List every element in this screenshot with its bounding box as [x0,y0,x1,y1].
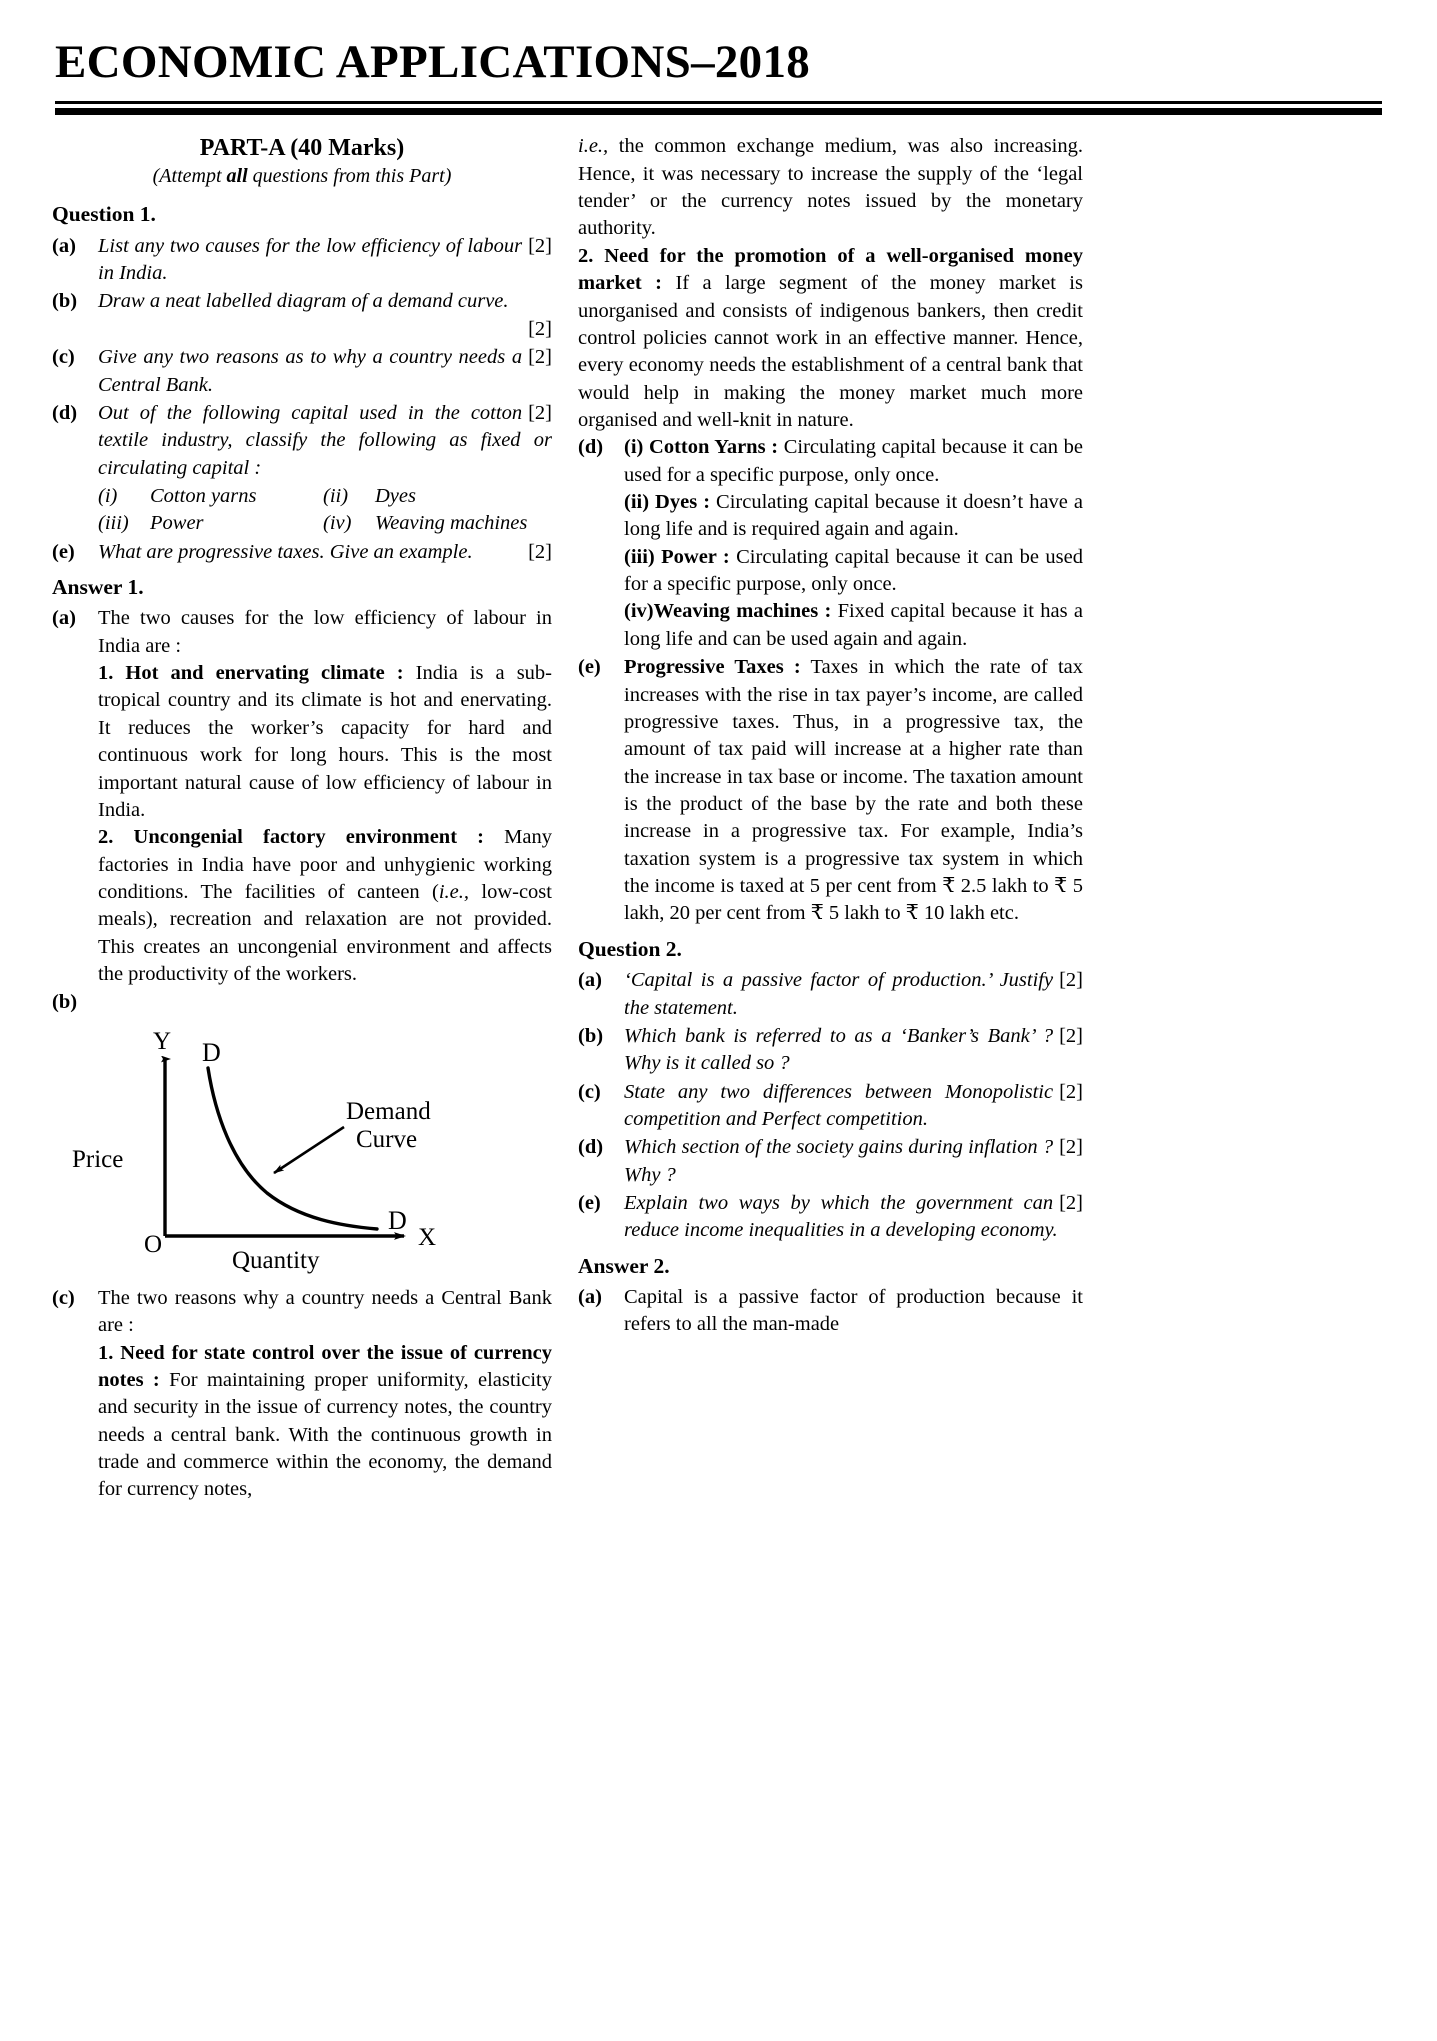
annotation-label-line1: Demand [346,1097,431,1125]
answer-e-title: Progressive Taxes : [624,656,801,679]
page-title: ECONOMIC APPLICATIONS–2018 [55,36,811,88]
item-label: (a) [52,607,76,630]
marks-badge: [2] [1059,1024,1083,1047]
question-1-item-c [52,344,552,399]
marks-badge: [2] [1059,1192,1083,1215]
point-2-italic: i.e., [438,881,470,903]
sublist-cell [323,510,552,537]
demand-curve-path [208,1068,377,1229]
item-label: (d) [578,436,604,459]
answer-lead-text: The two reasons why a country needs a Central Bank are : [98,1286,552,1337]
point-1-text: India is a sub-tropical country and its climate is hot and enervating. It reduces the worker’s capacity for hard and continuous work for long hours. This is the most important natural cause of low efficiency of labour in India. [98,662,553,821]
marks-badge: [2] [528,540,552,563]
sub-iv-text: Fixed capital because it has a long life and can be used again and again. [624,600,1083,650]
item-label: (e) [52,540,75,563]
item-text: Out of the following capital used in the cotton textile industry, classify the following as fixed or circulating capital : [98,401,552,479]
answer-point-1 [98,660,552,824]
answer-d-sub-iv [624,598,1083,653]
sublist-numeral: (iv) [323,512,352,535]
answer-1-item-c [52,1285,552,1504]
item-text: Draw a neat labelled diagram of a demand curve. [98,290,509,313]
item-text: Explain two ways by which the government can reduce income inequalities in a developing economy. [624,1192,1058,1242]
question-2-heading: Question 2. [578,936,682,961]
item-label: (c) [52,1286,75,1309]
sublist-cell [98,483,323,510]
marks-badge: [2] [1059,1136,1083,1159]
demand-curve-diagram [52,1021,552,1283]
price-axis-label: Price [72,1145,124,1173]
instruction-post: questions from this Part) [247,165,452,188]
sublist-text: Weaving machines [375,512,528,535]
point-1-text-part-2: the common exchange medium, was also increasing. Hence, it was necessary to increase the supply of the ‘legal tender’ or the currency notes issued by the monetary authority. [578,135,1083,240]
sub-iii-text: Circulating capital because it can be used for a specific purpose, only once. [624,545,1083,596]
item-text-wrap [98,605,552,988]
answer-e-text: Taxes in which the rate of tax increases with the rise in tax payer’s income, are called progressive taxes. Thus, in a progressive tax, the amount of tax paid will increase at a higher rate than the increase in tax base or income. The taxation amount is the product of the base by the rate and both these increase in a progressive tax. For example, India’s taxation system is a progressive tax system in which the income is taxed at 5 per cent from ₹ 2.5 lakh to ₹ 5 lakh, 20 per cent from ₹ 5 lakh to ₹ 10 lakh etc. [624,656,1084,925]
x-axis-label: X [418,1223,437,1251]
item-text-wrap [98,539,552,566]
sublist-text: Power [150,512,204,535]
answer-2-a-text: Capital is a passive factor of production because it refers to all the man-made [624,1286,1083,1336]
item-text: List any two causes for the low efficiency of labour in India. [98,234,523,285]
point-2-title: 2. Need for the promotion of a well-organised money market : [578,244,1083,295]
demand-curve-svg [52,1021,532,1283]
item-text-wrap [98,344,552,399]
sublist-row [98,510,552,537]
answer-1-item-d [578,434,1083,653]
sublist-cell [98,510,323,537]
question-1-item-e [52,539,552,566]
point-2-text: If a large segment of the money market is unorganised and consists of indigenous bankers, then credit control policies cannot work in an effective manner. Hence, every economy needs the establishment of a central bank that would help in making the money market much more organised and well-knit in nature. [578,272,1083,431]
question-2-item-b [578,1023,1083,1078]
item-text: What are progressive taxes. Give an example. [98,540,473,563]
answer-d-sub-iii [624,544,1083,599]
sublist-numeral: (i) [98,484,118,507]
item-label: (e) [578,1192,601,1215]
left-column [52,133,552,1504]
item-text-wrap [98,400,552,482]
answer-lead-text: The two causes for the low efficiency of labour in India are : [98,607,552,657]
marks-badge: [2] [528,234,552,257]
marks-badge: [2] [1059,1080,1083,1103]
two-column-body [0,115,1437,1504]
item-label: (b) [578,1024,604,1047]
answer-1-item-e [578,654,1083,928]
item-label: (a) [578,1286,602,1309]
sublist-cell [323,483,552,510]
item-text-wrap [624,967,1083,1022]
divider-thick-line [55,108,1382,115]
item-label: (b) [52,991,78,1014]
item-text-wrap [624,434,1083,653]
answer-d-sub-ii [624,489,1083,544]
item-label: (d) [52,401,78,424]
part-heading: PART-A (40 Marks) [199,135,405,162]
sublist-numeral: (ii) [323,484,349,507]
title-block [0,0,1437,115]
question-1-sublist-wrap [52,483,552,538]
item-label: (e) [578,656,601,679]
item-text-wrap [98,288,552,343]
point-2-title: 2. Uncongenial factory environment : [98,826,485,849]
annotation-arrow [274,1127,344,1173]
origin-label: O [144,1230,163,1258]
answer-2-item-a [578,1284,1083,1339]
instruction-bold: all [226,165,248,188]
sublist-text: Dyes [375,484,416,507]
item-label: (c) [52,346,75,369]
item-label: (c) [578,1080,601,1103]
point-1-title: 1. Need for state control over the issue of currency notes : [98,1341,552,1391]
item-text-wrap [624,654,1083,928]
item-text: ‘Capital is a passive factor of production.’ Justify the statement. [624,969,1054,1019]
question-1-item-a [52,233,552,288]
sublist-numeral: (iii) [98,512,129,535]
answer-point-1 [98,1340,552,1504]
answer-1-item-b [52,989,552,1016]
quantity-axis-label: Quantity [232,1246,320,1274]
answer-1-c-point-1-continued [578,133,1083,242]
sub-i-text: Circulating capital because it can be used for a specific purpose, only once. [624,436,1083,486]
question-2-item-e [578,1190,1083,1245]
curve-top-label: D [202,1037,221,1067]
item-text-wrap [624,1190,1083,1245]
part-instruction [52,165,552,188]
item-text-wrap [624,1079,1083,1134]
question-2-item-a [578,967,1083,1022]
point-1-italic: i.e., [578,135,609,158]
question-1-item-d [52,400,552,482]
item-text-wrap [624,1284,1083,1339]
sub-iv-title: (iv)Weaving machines : [624,600,832,623]
marks-badge: [2] [528,346,552,369]
instruction-pre: (Attempt [152,165,227,188]
title-divider [55,101,1382,115]
sub-ii-title: (ii) Dyes : [624,491,711,514]
item-text: Give any two reasons as to why a country needs a Central Bank. [98,346,523,396]
marks-badge: [2] [528,317,552,340]
sublist-text: Cotton yarns [150,484,257,507]
item-text-wrap [624,1023,1083,1078]
right-column [578,133,1083,1504]
sub-iii-title: (iii) Power : [624,545,730,568]
question-2-item-d [578,1134,1083,1189]
point-1-text-part-1: For maintaining proper uniformity, elasticity and security in the issue of currency notes, the country needs a central bank. With the continuous growth in trade and commerce within the economy, the demand for currency notes, [98,1368,553,1501]
answer-1-c-point-2 [578,243,1083,435]
point-1-title: 1. Hot and enervating climate : [98,662,404,685]
item-label: (a) [52,234,76,257]
answer-d-sub-i [624,434,1083,489]
item-label: (b) [52,290,78,313]
y-axis-label: Y [152,1027,172,1055]
item-text-wrap [98,233,552,288]
answer-1-heading: Answer 1. [52,575,144,600]
question-1-item-b [52,288,552,343]
item-label: (d) [578,1136,604,1159]
item-text-wrap [98,1285,552,1504]
question-1-heading: Question 1. [52,202,156,227]
curve-bottom-label: D [388,1205,407,1235]
question-1-sublist [98,483,552,538]
sub-ii-text: Circulating capital because it doesn’t have a long life and is required again and again. [624,491,1083,541]
point-2-text-part-2: low-cost meals), recreation and relaxation are not provided. This creates an uncongenial environment and affects the productivity of the workers. [98,881,552,986]
divider-thin-line [55,101,1382,104]
question-2-item-c [578,1079,1083,1134]
item-text-wrap [624,1134,1083,1189]
marks-badge: [2] [528,401,552,424]
annotation-label-line2: Curve [356,1125,418,1153]
sub-i-title: (i) Cotton Yarns : [624,436,779,459]
answer-1-item-a [52,605,552,988]
marks-badge: [2] [1059,969,1083,992]
item-text: State any two differences between Monopolistic competition and Perfect competition. [624,1080,1054,1130]
item-label: (a) [578,969,602,992]
answer-2-heading: Answer 2. [578,1253,670,1278]
item-text: Which section of the society gains during inflation ? Why ? [624,1136,1054,1186]
answer-point-2 [98,824,552,988]
point-2-text-part-1: Many factories in India have poor and unhygienic working conditions. The facilities of canteen ( [98,826,552,903]
item-text: Which bank is referred to as a ‘Banker’s Bank’ ? Why is it called so ? [624,1024,1054,1075]
sublist-row [98,483,552,510]
